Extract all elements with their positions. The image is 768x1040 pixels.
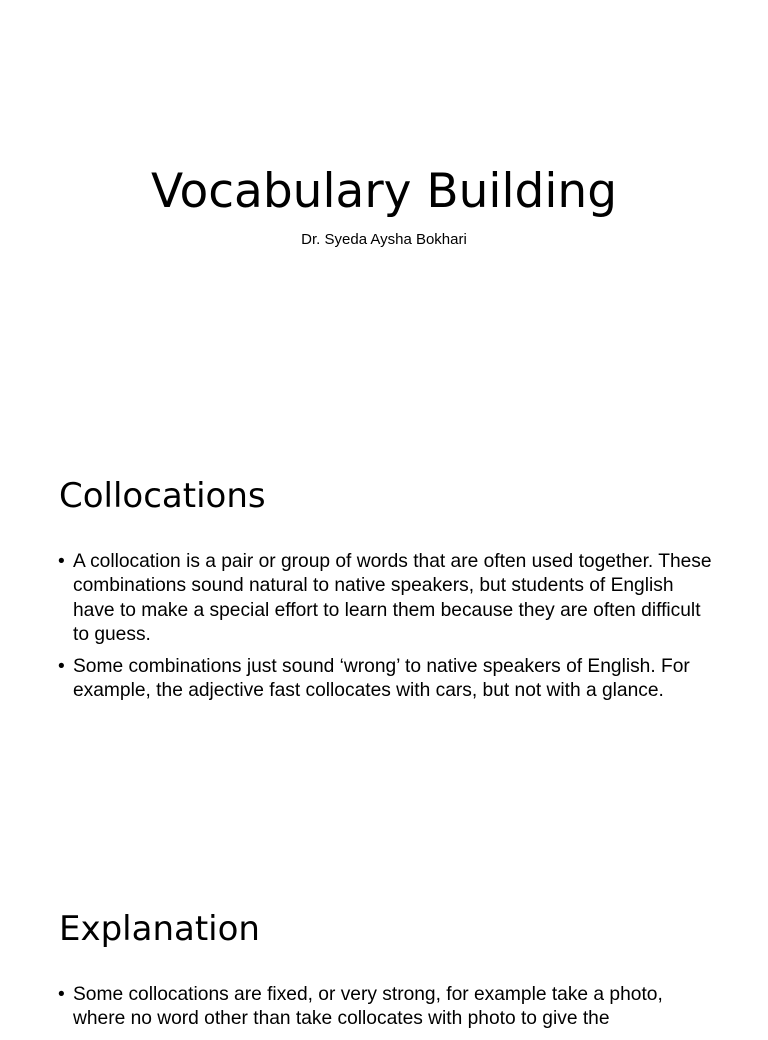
bullet-list (58, 983, 718, 1040)
bullet-text: Some collocations are fixed, or very strong, for example take a photo, where no word other than take collocates with photo to give the (73, 984, 663, 1030)
presentation-title: Vocabulary Building (150, 164, 618, 219)
author-name: Dr. Syeda Aysha Bokhari (301, 231, 467, 248)
bullet-text: A collocation is a pair or group of words that are often used together. These combinations sound natural to native speakers, but students of English have to make a special effort to learn them because they are often difficult to guess. (73, 551, 712, 645)
bullet-list (58, 550, 718, 712)
slide-heading: Explanation (59, 909, 260, 949)
collocations-slide (0, 432, 768, 864)
bullet-icon: • (58, 656, 65, 678)
bullet-icon: • (58, 551, 65, 572)
explanation-slide (0, 864, 768, 1030)
bullet-item (58, 655, 718, 704)
bullet-text: Some combinations just sound ‘wrong’ to native speakers of English. For example, the adjective fast collocates with cars, but not with a glance. (73, 656, 690, 702)
slide-heading: Collocations (59, 476, 266, 516)
title-slide (0, 0, 768, 432)
bullet-icon: • (58, 984, 65, 1005)
bullet-item (58, 983, 718, 1032)
bullet-item (58, 550, 718, 647)
